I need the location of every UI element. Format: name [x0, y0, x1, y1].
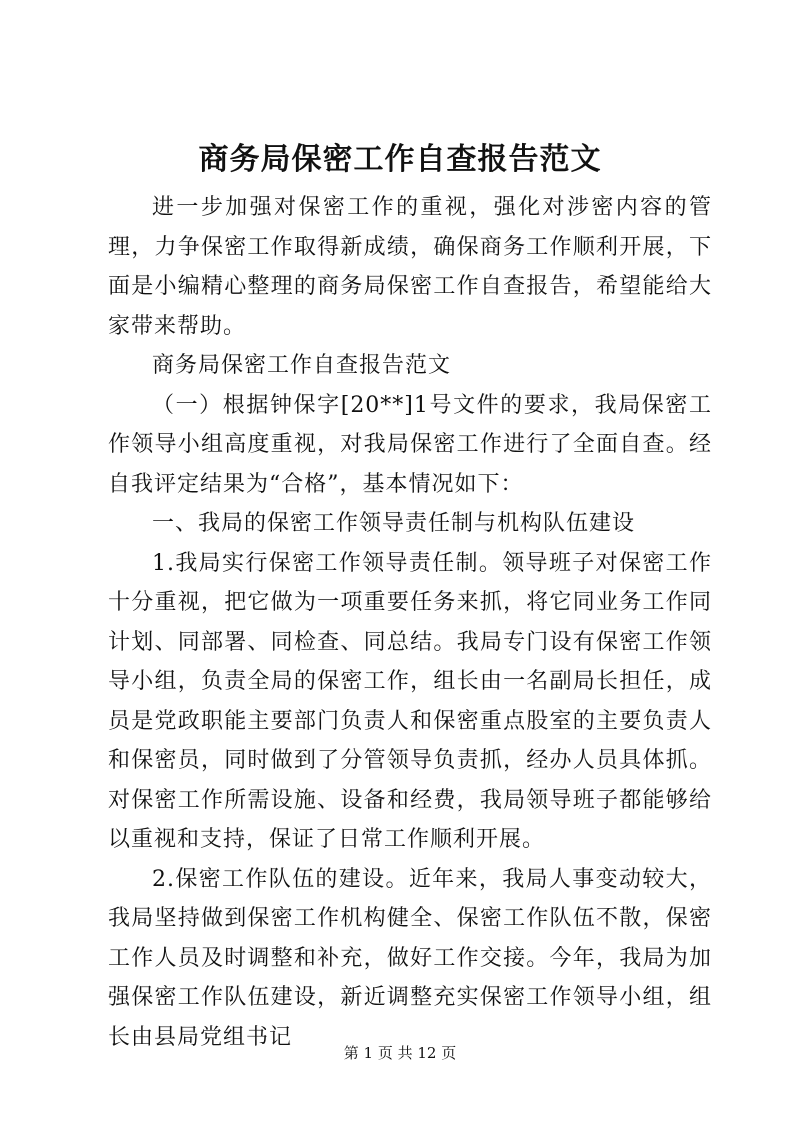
intro-paragraph: 进一步加强对保密工作的重视，强化对涉密内容的管理，力争保密工作取得新成绩，确保商务工作顺利开展，下面是小编精心整理的商务局保密工作自查报告，希望能给大家带来帮助。: [108, 195, 712, 339]
page-footer: 第 1 页 共 12 页: [343, 1044, 457, 1062]
overview-paragraph: （一）根据钟保字[20**]1号文件的要求，我局保密工作领导小组高度重视，对我局保密工作进行了全面自查。经自我评定结果为“合格”，基本情况如下：: [108, 392, 712, 497]
subtitle-paragraph: 商务局保密工作自查报告范文: [152, 353, 452, 378]
section-heading: 一、我局的保密工作领导责任制与机构队伍建设: [152, 511, 636, 536]
document-title: 商务局保密工作自查报告范文: [198, 142, 602, 177]
document-body: [108, 188, 712, 1057]
section-2-paragraph: 2.保密工作队伍的建设。近年来，我局人事变动较大，我局坚持做到保密工作机构健全、保密工作队伍不散，保密工作人员及时调整和补充，做好工作交接。今年，我局为加强保密工作队伍建设，新近调整充实保密工作领导小组，组长由县局党组书记: [108, 866, 712, 1050]
section-1-paragraph: 1.我局实行保密工作领导责任制。领导班子对保密工作十分重视，把它做为一项重要任务来抓，将它同业务工作同计划、同部署、同检查、同总结。我局专门设有保密工作领导小组，负责全局的保密工作，组长由一名副局长担任，成员是党政职能主要部门负责人和保密重点股室的主要负责人和保密员，同时做到了分管领导负责抓，经办人员具体抓。对保密工作所需设施、设备和经费，我局领导班子都能够给以重视和支持，保证了日常工作顺利开展。: [108, 550, 712, 852]
